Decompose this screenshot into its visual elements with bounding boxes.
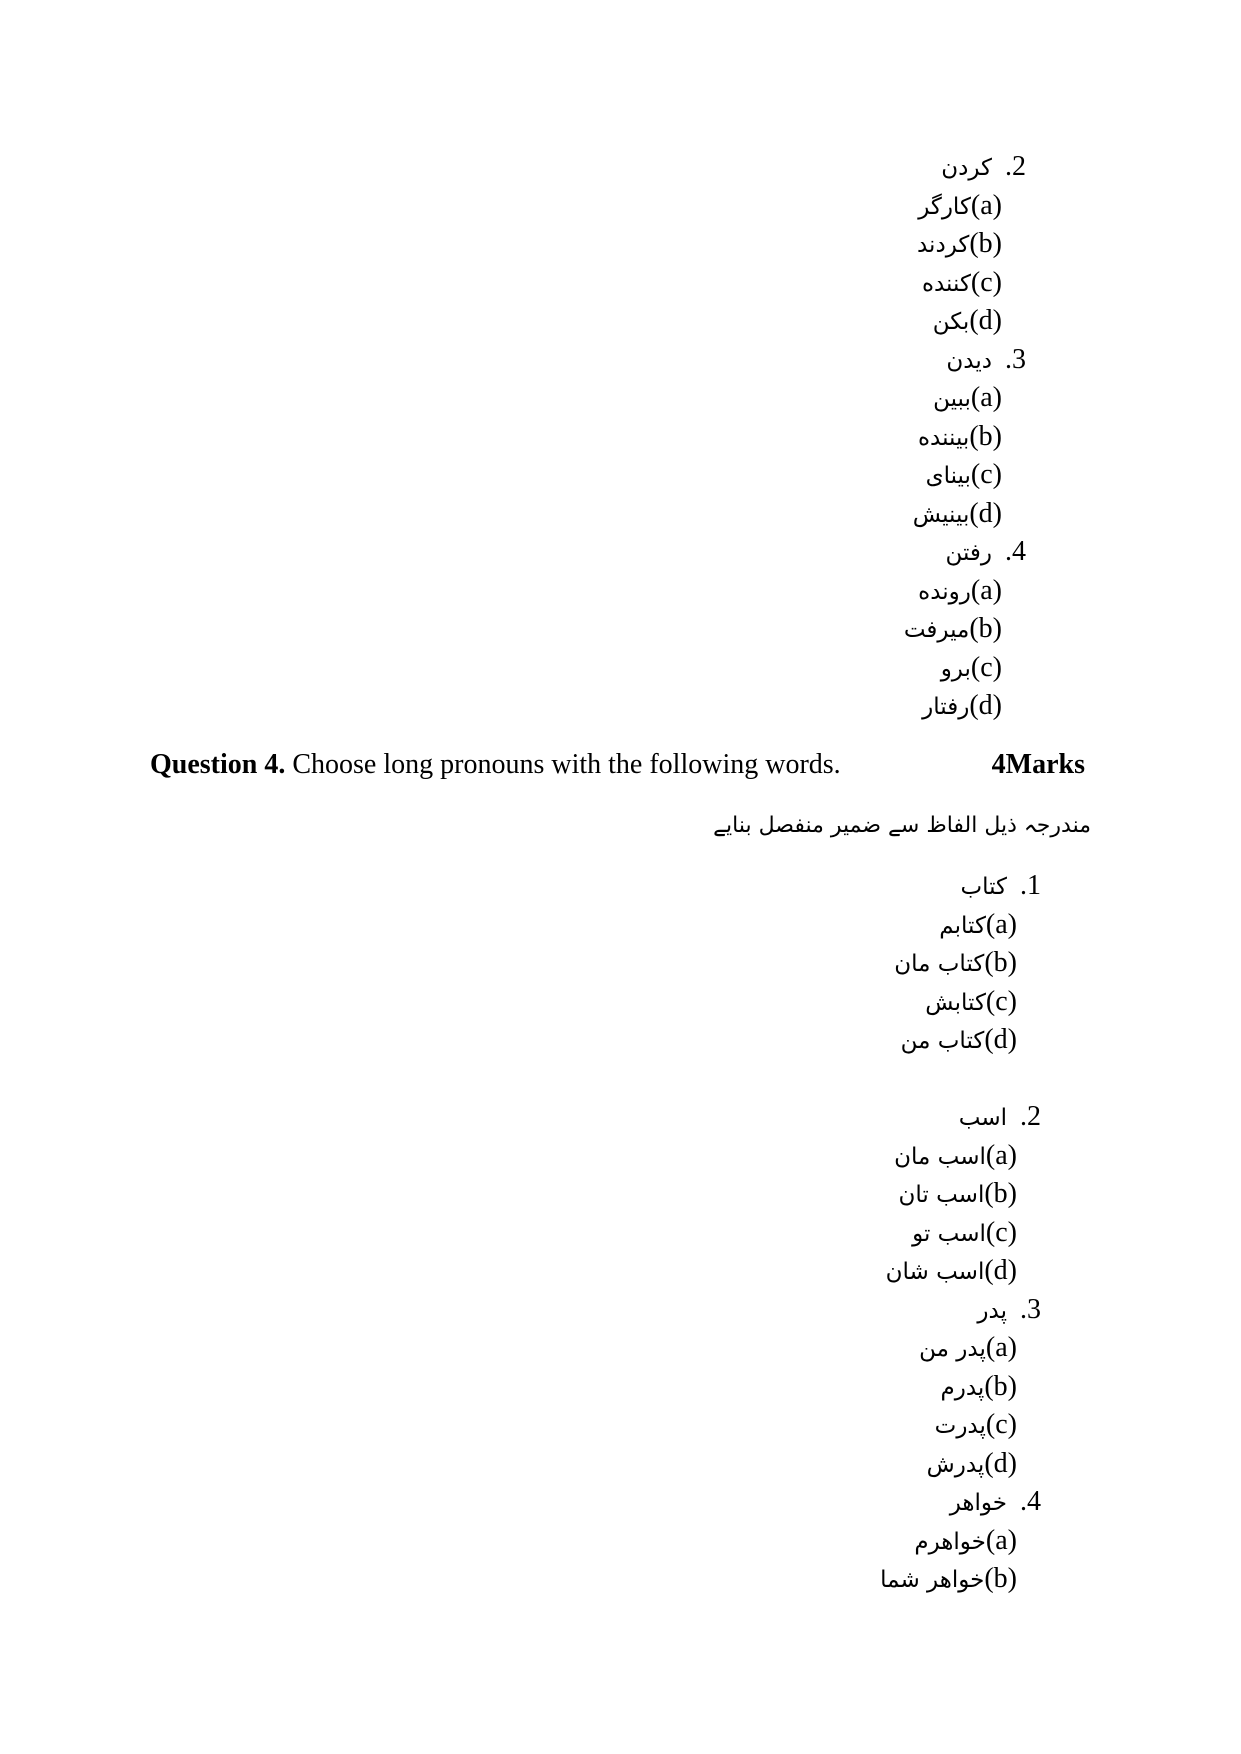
option: [880, 1368, 1041, 1407]
option: [904, 572, 1026, 611]
option-text: کتابش: [925, 989, 986, 1016]
option: [880, 1214, 1041, 1253]
option: [880, 1445, 1041, 1484]
spacer: [880, 1060, 1041, 1099]
option-label: (a): [985, 1332, 1017, 1363]
option-label: (c): [970, 651, 1002, 683]
option-text: کتابم: [939, 912, 986, 939]
option-label: (c): [985, 1216, 1017, 1248]
option-text: کتاب مان: [894, 951, 985, 977]
option: [904, 610, 1026, 649]
item-number: 4.: [1005, 536, 1026, 567]
question-heading: [150, 745, 1085, 785]
question-item: [880, 1291, 1041, 1330]
option-label: (a): [985, 1524, 1017, 1556]
option-label: (c): [970, 459, 1002, 490]
option-text: بینیش: [912, 501, 970, 528]
item-word: خواهر: [949, 1490, 1007, 1516]
option-text: کردند: [916, 232, 970, 258]
option: [904, 456, 1026, 495]
option-text: پدرش: [926, 1451, 985, 1478]
option-text: بینای: [925, 463, 971, 489]
part2-question-list: [880, 867, 1041, 1599]
option: [904, 187, 1026, 226]
option-label: (c): [985, 985, 1017, 1017]
item-number: 3.: [1020, 1293, 1041, 1325]
item-word: رفتن: [945, 540, 992, 566]
option-label: (b): [984, 1370, 1017, 1402]
option-label: (d): [969, 690, 1002, 721]
option-label: (b): [969, 228, 1002, 259]
option-label: (a): [970, 189, 1002, 221]
option: [904, 379, 1026, 418]
option-text: اسب تو: [912, 1220, 986, 1247]
option-text: کتاب من: [900, 1028, 985, 1054]
option-label: (a): [985, 1139, 1017, 1171]
option: [880, 1137, 1041, 1176]
item-word: کردن: [941, 155, 992, 181]
option-label: (a): [985, 908, 1017, 940]
option: [880, 1329, 1041, 1368]
item-number: 2.: [1020, 1101, 1041, 1132]
option-text: پدرم: [940, 1374, 985, 1401]
option-text: بیننده: [917, 424, 970, 451]
option-text: ببین: [933, 386, 971, 412]
option: [904, 264, 1026, 303]
option-text: خواهرم: [914, 1528, 986, 1555]
option-text: پدرت: [934, 1413, 986, 1439]
option: [880, 1175, 1041, 1214]
question-item: [904, 148, 1026, 187]
option-text: پدر من: [919, 1336, 986, 1362]
question-item: [904, 341, 1026, 380]
option: [880, 1522, 1041, 1561]
option: [880, 983, 1041, 1022]
option: [880, 944, 1041, 983]
item-word: اسب: [958, 1105, 1007, 1131]
item-number: 1.: [1020, 870, 1041, 901]
option: [880, 906, 1041, 945]
option-label: (a): [970, 382, 1002, 413]
question-item: [880, 1483, 1041, 1522]
option: [904, 649, 1026, 688]
question-text: Choose long pronouns with the following words.: [285, 749, 841, 780]
option-text: اسب تان: [898, 1182, 985, 1208]
option-label: (a): [970, 574, 1002, 606]
option: [880, 1406, 1041, 1445]
item-number: 3.: [1005, 343, 1026, 375]
option-text: برو: [940, 655, 971, 682]
option-label: (b): [969, 420, 1002, 452]
option-label: (d): [984, 1447, 1017, 1479]
item-word: کتاب: [960, 874, 1007, 900]
option-label: (d): [984, 1024, 1017, 1055]
option: [880, 1252, 1041, 1291]
question-instruction: مندرجہ ذیل الفاظ سے ضمیر منفصل بنایے: [713, 813, 1091, 838]
option: [904, 495, 1026, 534]
option: [904, 418, 1026, 457]
question-item: [880, 867, 1041, 906]
question-label: Question 4.: [150, 749, 286, 780]
option-text: کارگر: [918, 193, 971, 220]
marks-label: 4Marks: [991, 749, 1085, 780]
question-item: [904, 533, 1026, 572]
option-text: اسب مان: [894, 1143, 986, 1170]
option-label: (c): [985, 1409, 1017, 1440]
option-text: میرفت: [903, 617, 970, 643]
option-text: کننده: [921, 270, 971, 297]
question-item: [880, 1098, 1041, 1137]
option-text: رونده: [918, 578, 971, 605]
option-label: (b): [969, 613, 1002, 644]
option-label: (b): [984, 1178, 1017, 1209]
option-label: (c): [970, 266, 1002, 298]
option-text: اسب شان: [885, 1259, 985, 1285]
part1-question-list: [904, 148, 1026, 726]
option: [904, 687, 1026, 726]
option: [880, 1560, 1041, 1599]
option: [904, 302, 1026, 341]
item-number: 4.: [1020, 1486, 1041, 1517]
item-number: 2.: [1005, 151, 1026, 182]
option: [880, 1021, 1041, 1060]
option-label: (d): [969, 305, 1002, 336]
item-word: پدر: [977, 1297, 1007, 1324]
option-text: رفتار: [922, 694, 970, 720]
item-word: دیدن: [946, 347, 992, 374]
option-text: بکن: [932, 309, 970, 335]
option: [904, 225, 1026, 264]
option-text: خواهر شما: [880, 1567, 985, 1593]
option-label: (d): [984, 1255, 1017, 1286]
option-label: (b): [984, 947, 1017, 978]
option-label: (b): [984, 1563, 1017, 1594]
option-label: (d): [969, 497, 1002, 529]
